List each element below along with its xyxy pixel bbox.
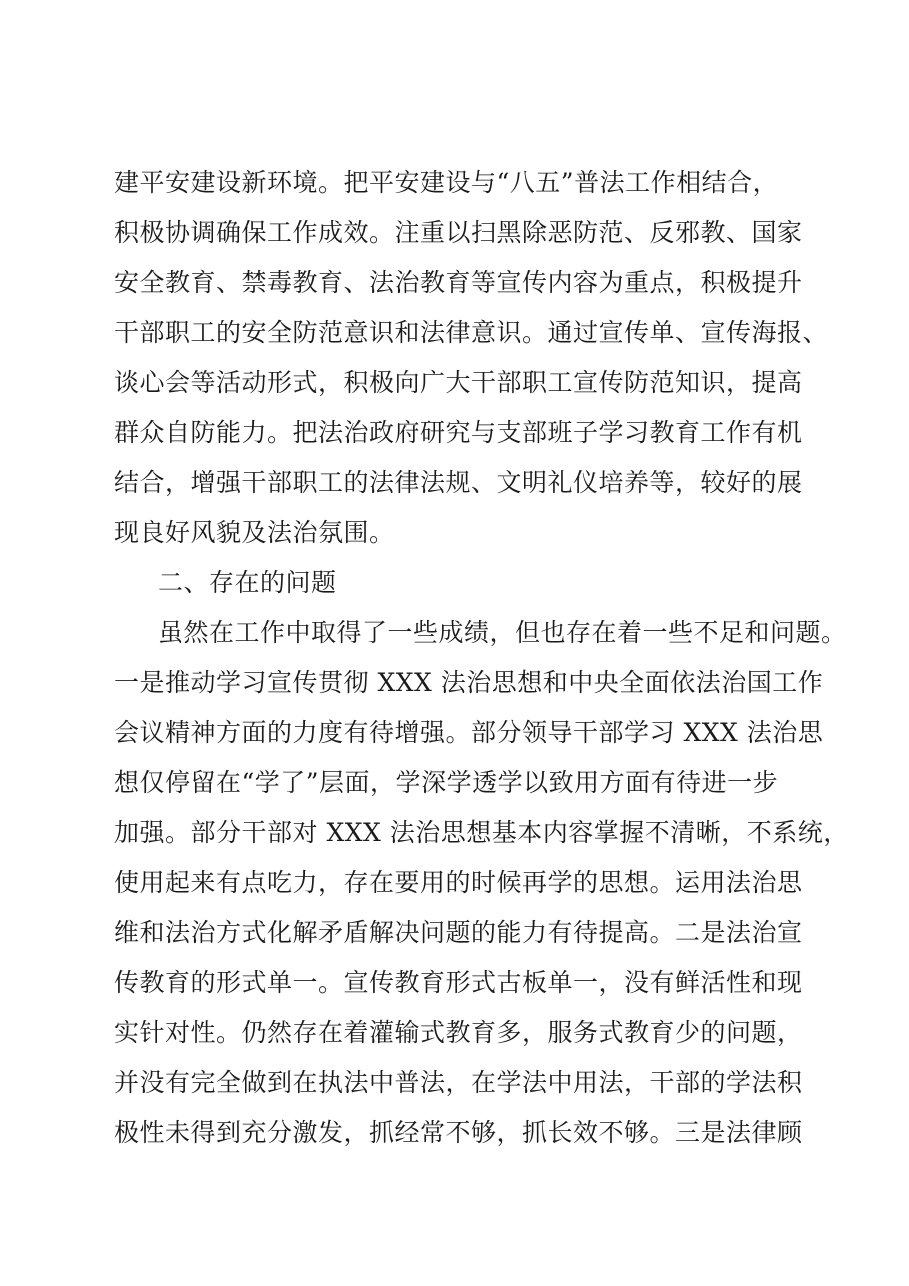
text-line: 一是推动学习宣传贯彻 XXX 法治思想和中央全面依法治国工作 — [114, 668, 824, 697]
text-line: 极性未得到充分激发，抓经常不够，抓长效不够。三是法律顾 — [114, 1118, 803, 1147]
text-line: 谈心会等活动形式，积极向广大干部职工宣传防范知识，提高 — [114, 368, 803, 397]
text-line: 加强。部分干部对 XXX 法治思想基本内容掌握不清晰，不系统， — [114, 818, 849, 847]
text-line: 使用起来有点吃力，存在要用的时候再学的思想。运用法治思 — [114, 868, 803, 897]
text-line: 并没有完全做到在执法中普法，在学法中用法，干部的学法积 — [114, 1068, 803, 1097]
text-line: 传教育的形式单一。宣传教育形式古板单一，没有鲜活性和现 — [114, 968, 803, 997]
text-line: 虽然在工作中取得了一些成绩，但也存在着一些不足和问题。 — [158, 618, 847, 647]
text-line: 安全教育、禁毒教育、法治教育等宣传内容为重点，积极提升 — [114, 268, 803, 297]
text-line: 实针对性。仍然存在着灌输式教育多，服务式教育少的问题， — [114, 1018, 803, 1047]
section-heading: 二、存在的问题 — [158, 568, 337, 597]
text-line: 建平安建设新环境。把平安建设与“八五”普法工作相结合， — [114, 168, 779, 197]
text-line: 想仅停留在“学了”层面，学深学透学以致用方面有待进一步 — [114, 768, 779, 797]
text-line: 干部职工的安全防范意识和法律意识。通过宣传单、宣传海报、 — [114, 318, 829, 347]
text-line: 结合，增强干部职工的法律法规、文明礼仪培养等，较好的展 — [114, 468, 803, 497]
text-line: 积极协调确保工作成效。注重以扫黑除恶防范、反邪教、国家 — [114, 218, 803, 247]
text-line: 现良好风貌及法治氛围。 — [114, 518, 395, 547]
text-line: 维和法治方式化解矛盾解决问题的能力有待提高。二是法治宣 — [114, 918, 803, 947]
text-line: 会议精神方面的力度有待增强。部分领导干部学习 XXX 法治思 — [114, 718, 824, 747]
text-line: 群众自防能力。把法治政府研究与支部班子学习教育工作有机 — [114, 418, 803, 447]
